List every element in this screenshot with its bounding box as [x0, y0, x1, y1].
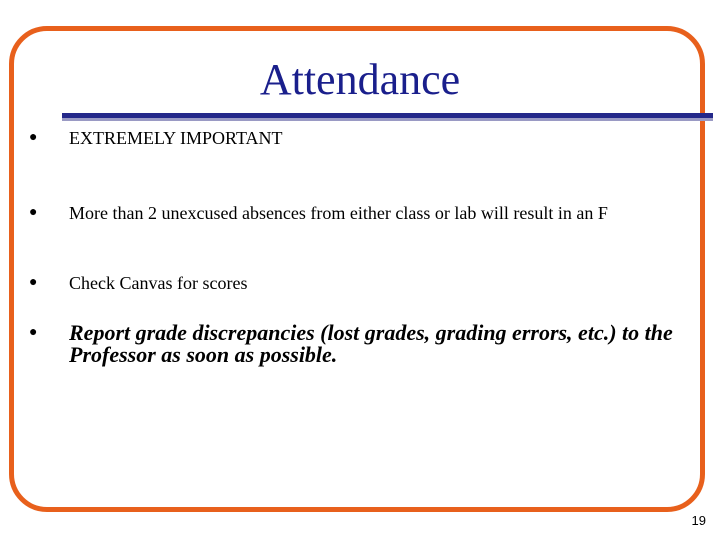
- bullet-icon: ●: [29, 130, 38, 145]
- bullet-icon: ●: [29, 325, 38, 340]
- bullet-text-emphasized: Report grade discrepancies (lost grades, grading errors, etc.) to the Professor as soon as possible.: [69, 320, 673, 367]
- bullet-text: More than 2 unexcused absences from either class or lab will result in an F: [69, 203, 608, 223]
- bullet-icon: ●: [29, 275, 38, 290]
- bullet-text: Check Canvas for scores: [69, 273, 248, 293]
- bullet-item: [29, 128, 689, 148]
- bullet-icon: ●: [29, 205, 38, 220]
- page-number: 19: [691, 513, 706, 528]
- bullet-text: EXTREMELY IMPORTANT: [69, 128, 283, 148]
- bullet-item: [29, 203, 689, 223]
- slide-title: Attendance: [259, 55, 461, 104]
- bullet-item: [29, 273, 689, 293]
- bullet-item: [29, 322, 689, 366]
